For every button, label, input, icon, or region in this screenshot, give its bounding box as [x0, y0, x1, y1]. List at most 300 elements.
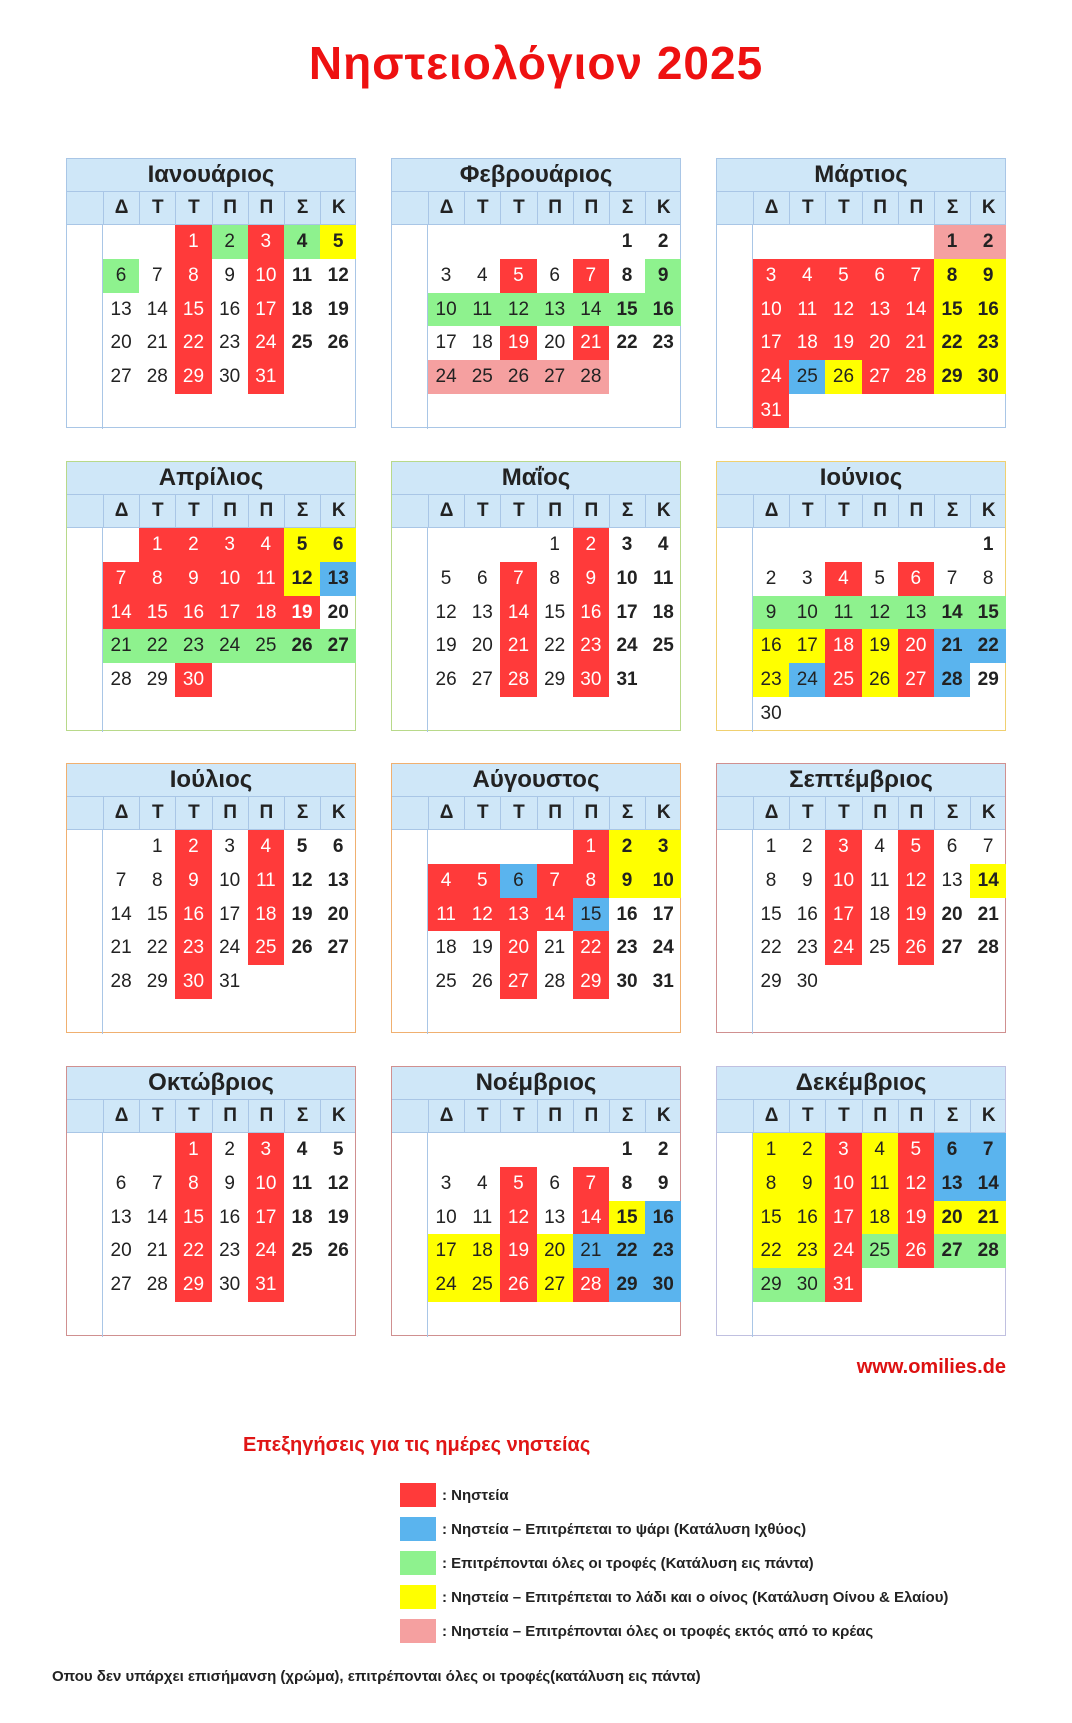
- day-cell: 22: [760, 937, 782, 959]
- day-cell: 11: [862, 1167, 898, 1201]
- day-cell: 25: [869, 937, 891, 959]
- day-grid: [67, 225, 355, 429]
- day-cell: 1: [573, 830, 609, 864]
- empty-cell: [789, 394, 825, 428]
- day-cell: 17: [616, 601, 638, 623]
- day-cell: 10: [825, 864, 861, 898]
- weekday-label: Δ: [428, 495, 464, 527]
- empty-cell: [898, 697, 934, 731]
- day-cell: 29: [934, 360, 970, 394]
- empty-cell: [825, 965, 861, 999]
- day-cell: 9: [175, 864, 211, 898]
- day-cell: 11: [653, 567, 674, 589]
- website-link[interactable]: www.omilies.de: [856, 1356, 1006, 1378]
- day-cell: 2: [801, 836, 813, 857]
- day-grid: [717, 1133, 1005, 1337]
- day-cell: 23: [645, 1234, 681, 1268]
- day-cell: 11: [291, 264, 313, 286]
- week-label-column: [717, 1100, 753, 1132]
- weekday-label: Σ: [934, 495, 970, 527]
- week-label-cell: [67, 864, 103, 898]
- day-cell: 24: [825, 931, 861, 965]
- empty-cell: [537, 830, 573, 864]
- empty-cell: [898, 1268, 934, 1302]
- day-cell: 6: [946, 836, 958, 857]
- empty-cell: [428, 528, 464, 562]
- month-calendar: [716, 1066, 1006, 1336]
- empty-cell: [825, 225, 861, 259]
- day-cell: 6: [549, 264, 560, 286]
- day-cell: 13: [941, 869, 963, 891]
- week-label-cell: [392, 528, 428, 562]
- day-cell: 29: [609, 1268, 645, 1302]
- day-cell: 21: [977, 903, 999, 925]
- day-cell: 3: [248, 225, 284, 259]
- day-cell: 13: [862, 293, 898, 327]
- day-cell: 3: [621, 534, 633, 555]
- day-cell: 24: [825, 1234, 861, 1268]
- week-label-cell: [717, 931, 753, 965]
- week-label-cell: [67, 629, 103, 663]
- day-cell: 10: [248, 259, 284, 293]
- weekday-label: Σ: [284, 495, 320, 527]
- day-cell: 7: [982, 836, 994, 857]
- empty-cell: [320, 1268, 356, 1302]
- day-cell: 29: [760, 971, 782, 993]
- legend-text: : Νηστεία – Επιτρέπεται το ψάρι (Κατάλυση Ιχθύος): [442, 1520, 807, 1538]
- weekday-header: [67, 192, 355, 225]
- weekday-label: Π: [898, 797, 934, 829]
- day-cell: 27: [862, 360, 898, 394]
- day-cell: 5: [464, 864, 500, 898]
- day-cell: 25: [464, 360, 500, 394]
- day-cell: 27: [898, 663, 934, 697]
- day-cell: 16: [573, 596, 609, 630]
- day-cell: 19: [435, 635, 457, 657]
- day-cell: 13: [110, 1206, 132, 1228]
- day-cell: 8: [151, 869, 163, 891]
- week-label-cell: [717, 528, 753, 562]
- week-label-column: [717, 192, 753, 224]
- day-cell: 28: [110, 971, 132, 993]
- week-label-cell: [717, 326, 753, 360]
- day-cell: 8: [982, 567, 994, 589]
- day-cell: 20: [110, 1240, 132, 1262]
- weekday-label: Δ: [428, 192, 464, 224]
- weekday-label: Δ: [103, 797, 139, 829]
- week-label-cell: [717, 596, 753, 630]
- day-cell: 30: [175, 663, 211, 697]
- month-name: Ιούλιος: [67, 764, 355, 797]
- legend-swatch: [400, 1585, 436, 1609]
- day-cell: 29: [753, 1268, 789, 1302]
- week-label-cell: [67, 663, 103, 697]
- day-cell: 9: [224, 1172, 235, 1194]
- weekday-label: Κ: [970, 797, 1006, 829]
- day-cell: 3: [801, 567, 813, 589]
- weekday-label: Π: [862, 797, 898, 829]
- day-cell: 12: [327, 1172, 349, 1194]
- day-grid: [392, 225, 680, 429]
- day-cell: 9: [175, 562, 211, 596]
- empty-cell: [825, 528, 861, 562]
- legend-text: : Νηστεία – Επιτρέπεται το λάδι και ο οίνος (Κατάλυση Οίνου & Ελαίου): [442, 1588, 949, 1606]
- empty-cell: [500, 830, 536, 864]
- day-cell: 7: [573, 1167, 609, 1201]
- day-cell: 4: [296, 1139, 308, 1160]
- week-label-cell: [67, 596, 103, 630]
- week-label-cell: [717, 259, 753, 293]
- day-cell: 17: [825, 1201, 861, 1235]
- day-cell: 17: [248, 1201, 284, 1235]
- day-cell: 12: [435, 601, 457, 623]
- weekday-label: Κ: [970, 495, 1006, 527]
- day-cell: 17: [219, 903, 241, 925]
- weekday-label: Π: [248, 192, 284, 224]
- day-cell: 3: [645, 830, 681, 864]
- day-cell: 24: [428, 360, 464, 394]
- week-label-cell: [392, 864, 428, 898]
- week-label-cell: [67, 1167, 103, 1201]
- day-cell: 9: [970, 259, 1006, 293]
- day-cell: 29: [146, 971, 168, 993]
- day-cell: 28: [934, 663, 970, 697]
- empty-cell: [464, 1133, 500, 1167]
- day-cell: 23: [573, 629, 609, 663]
- day-cell: 21: [110, 937, 132, 959]
- day-cell: 26: [327, 1240, 349, 1262]
- empty-cell: [645, 360, 681, 394]
- weekday-label: Κ: [970, 1100, 1006, 1132]
- day-cell: 14: [970, 1167, 1006, 1201]
- day-cell: 14: [146, 1206, 168, 1228]
- day-cell: 30: [970, 360, 1006, 394]
- weekday-label: Σ: [284, 1100, 320, 1132]
- weekday-label: Δ: [753, 1100, 789, 1132]
- empty-cell: [789, 528, 825, 562]
- day-cell: 8: [175, 259, 211, 293]
- day-cell: 15: [175, 1201, 211, 1235]
- day-cell: 17: [652, 903, 674, 925]
- week-label-cell: [392, 326, 428, 360]
- day-cell: 15: [609, 1201, 645, 1235]
- day-cell: 6: [332, 836, 344, 857]
- day-cell: 6: [934, 1133, 970, 1167]
- day-cell: 1: [765, 836, 777, 857]
- day-cell: 4: [657, 534, 669, 555]
- day-cell: 16: [219, 1206, 241, 1228]
- day-cell: 12: [862, 596, 898, 630]
- weekday-label: Π: [537, 192, 573, 224]
- week-label-column: [717, 797, 753, 829]
- day-cell: 29: [175, 360, 211, 394]
- week-label-cell: [392, 1268, 428, 1302]
- week-label-cell: [717, 1167, 753, 1201]
- day-cell: 9: [753, 596, 789, 630]
- day-cell: 10: [428, 293, 464, 327]
- empty-cell: [753, 528, 789, 562]
- day-cell: 30: [573, 663, 609, 697]
- day-cell: 30: [796, 971, 818, 993]
- empty-cell: [825, 394, 861, 428]
- weekday-label: Σ: [934, 192, 970, 224]
- day-grid: [392, 830, 680, 1034]
- day-cell: 20: [537, 1234, 573, 1268]
- day-cell: 15: [760, 903, 782, 925]
- day-cell: 30: [219, 366, 241, 388]
- day-cell: 13: [471, 601, 493, 623]
- day-cell: 21: [970, 1201, 1006, 1235]
- week-label-cell: [717, 629, 753, 663]
- empty-cell: [573, 1133, 609, 1167]
- day-cell: 11: [825, 596, 861, 630]
- weekday-label: Τ: [175, 192, 211, 224]
- weekday-label: Τ: [139, 495, 175, 527]
- day-cell: 5: [500, 259, 536, 293]
- day-cell: 30: [789, 1268, 825, 1302]
- day-cell: 31: [248, 1268, 284, 1302]
- month-calendar: [716, 763, 1006, 1033]
- weekday-label: Π: [862, 192, 898, 224]
- day-cell: 18: [652, 601, 674, 623]
- week-label-cell: [717, 225, 753, 259]
- month-calendar: [66, 1066, 356, 1336]
- legend-swatch: [400, 1551, 436, 1575]
- day-cell: 4: [476, 1172, 488, 1194]
- day-cell: 5: [296, 836, 308, 857]
- week-label-cell: [67, 562, 103, 596]
- weekday-label: Π: [248, 495, 284, 527]
- empty-cell: [428, 225, 464, 259]
- day-cell: 25: [464, 1268, 500, 1302]
- weekday-label: Τ: [464, 1100, 500, 1132]
- day-cell: 13: [110, 298, 132, 320]
- empty-cell: [139, 1133, 175, 1167]
- day-cell: 13: [327, 869, 349, 891]
- day-cell: 24: [212, 629, 248, 663]
- day-cell: 19: [327, 298, 349, 320]
- week-label-column: [67, 1100, 103, 1132]
- day-cell: 16: [219, 298, 241, 320]
- day-cell: 16: [175, 596, 211, 630]
- day-cell: 18: [291, 298, 313, 320]
- day-cell: 1: [175, 1133, 211, 1167]
- day-cell: 21: [544, 937, 566, 959]
- empty-cell: [428, 1133, 464, 1167]
- empty-cell: [284, 360, 320, 394]
- day-cell: 17: [435, 332, 457, 354]
- day-cell: 25: [248, 931, 284, 965]
- day-cell: 13: [898, 596, 934, 630]
- day-cell: 26: [500, 1268, 536, 1302]
- empty-cell: [573, 225, 609, 259]
- week-label-column: [67, 495, 103, 527]
- day-cell: 19: [898, 1201, 934, 1235]
- weekday-header: [717, 495, 1005, 528]
- day-cell: 13: [500, 898, 536, 932]
- day-cell: 7: [151, 264, 163, 286]
- day-cell: 9: [801, 869, 813, 891]
- month-name: Απρίλιος: [67, 462, 355, 495]
- day-cell: 14: [934, 596, 970, 630]
- week-label-column: [392, 797, 428, 829]
- day-cell: 6: [320, 528, 356, 562]
- weekday-label: Σ: [284, 192, 320, 224]
- day-cell: 10: [616, 567, 638, 589]
- day-cell: 5: [320, 225, 356, 259]
- week-label-cell: [392, 562, 428, 596]
- empty-cell: [609, 360, 645, 394]
- day-cell: 29: [544, 669, 566, 691]
- empty-cell: [970, 1268, 1006, 1302]
- day-cell: 2: [609, 830, 645, 864]
- day-cell: 10: [789, 596, 825, 630]
- day-cell: 2: [765, 567, 777, 589]
- weekday-label: Π: [898, 1100, 934, 1132]
- weekday-label: Δ: [753, 797, 789, 829]
- week-label-cell: [67, 1201, 103, 1235]
- empty-cell: [464, 225, 500, 259]
- day-cell: 14: [500, 596, 536, 630]
- day-cell: 12: [327, 264, 349, 286]
- day-cell: 9: [609, 864, 645, 898]
- day-cell: 21: [934, 629, 970, 663]
- day-cell: 2: [657, 1139, 669, 1160]
- day-cell: 6: [476, 567, 488, 589]
- weekday-label: Κ: [320, 1100, 356, 1132]
- month-calendar: [391, 158, 681, 428]
- week-label-cell: [67, 830, 103, 864]
- empty-cell: [862, 528, 898, 562]
- day-cell: 7: [946, 567, 958, 589]
- empty-cell: [500, 1133, 536, 1167]
- day-cell: 7: [898, 259, 934, 293]
- day-cell: 19: [500, 1234, 536, 1268]
- day-cell: 2: [175, 830, 211, 864]
- day-cell: 11: [248, 864, 284, 898]
- day-cell: 19: [825, 326, 861, 360]
- day-cell: 14: [898, 293, 934, 327]
- week-label-cell: [67, 898, 103, 932]
- day-cell: 16: [789, 1201, 825, 1235]
- weekday-header: [392, 192, 680, 225]
- weekday-label: Κ: [645, 797, 681, 829]
- empty-cell: [789, 225, 825, 259]
- week-label-column: [717, 495, 753, 527]
- day-cell: 18: [825, 629, 861, 663]
- day-cell: 24: [652, 937, 674, 959]
- day-cell: 21: [500, 629, 536, 663]
- week-label-cell: [67, 1234, 103, 1268]
- empty-cell: [934, 965, 970, 999]
- legend-item-blue: [400, 1517, 806, 1541]
- day-grid: [67, 528, 355, 732]
- day-cell: 22: [146, 937, 168, 959]
- weekday-label: Δ: [103, 192, 139, 224]
- day-cell: 1: [753, 1133, 789, 1167]
- day-cell: 12: [500, 1201, 536, 1235]
- day-cell: 22: [616, 332, 638, 354]
- empty-cell: [537, 1133, 573, 1167]
- day-cell: 6: [862, 259, 898, 293]
- empty-cell: [898, 528, 934, 562]
- week-label-cell: [717, 394, 753, 428]
- week-label-cell: [67, 931, 103, 965]
- day-cell: 16: [753, 629, 789, 663]
- empty-cell: [139, 225, 175, 259]
- month-name: Αύγουστος: [392, 764, 680, 797]
- weekday-label: Κ: [320, 495, 356, 527]
- day-cell: 24: [789, 663, 825, 697]
- day-cell: 31: [825, 1268, 861, 1302]
- day-cell: 2: [212, 225, 248, 259]
- week-label-column: [67, 797, 103, 829]
- empty-cell: [103, 225, 139, 259]
- day-cell: 22: [175, 1234, 211, 1268]
- weekday-header: [392, 797, 680, 830]
- week-label-column: [392, 495, 428, 527]
- day-cell: 20: [898, 629, 934, 663]
- day-cell: 28: [544, 971, 566, 993]
- day-cell: 30: [645, 1268, 681, 1302]
- legend-item-green: [400, 1551, 814, 1575]
- day-cell: 9: [573, 562, 609, 596]
- empty-cell: [753, 225, 789, 259]
- day-cell: 21: [146, 332, 168, 354]
- weekday-label: Π: [898, 192, 934, 224]
- day-cell: 3: [248, 1133, 284, 1167]
- weekday-label: Σ: [934, 797, 970, 829]
- day-grid: [717, 225, 1005, 429]
- day-cell: 28: [573, 360, 609, 394]
- day-cell: 11: [248, 562, 284, 596]
- day-cell: 3: [440, 1172, 452, 1194]
- legend-swatch: [400, 1483, 436, 1507]
- day-cell: 14: [110, 903, 132, 925]
- day-cell: 4: [874, 836, 885, 857]
- week-label-cell: [717, 1201, 753, 1235]
- day-cell: 22: [544, 635, 566, 657]
- day-cell: 22: [970, 629, 1006, 663]
- empty-cell: [898, 965, 934, 999]
- day-cell: 11: [472, 1206, 493, 1228]
- month-name: Οκτώβριος: [67, 1067, 355, 1100]
- day-cell: 10: [753, 293, 789, 327]
- empty-cell: [537, 225, 573, 259]
- week-label-cell: [67, 225, 103, 259]
- day-cell: 27: [320, 629, 356, 663]
- day-cell: 17: [212, 596, 248, 630]
- day-cell: 23: [789, 1234, 825, 1268]
- weekday-header: [67, 1100, 355, 1133]
- week-label-cell: [717, 360, 753, 394]
- empty-cell: [464, 528, 500, 562]
- week-label-cell: [717, 293, 753, 327]
- day-cell: 26: [291, 937, 313, 959]
- day-cell: 15: [573, 898, 609, 932]
- weekday-header: [392, 495, 680, 528]
- day-cell: 23: [652, 332, 674, 354]
- weekday-header: [717, 192, 1005, 225]
- week-label-cell: [392, 830, 428, 864]
- day-cell: 7: [151, 1172, 163, 1194]
- week-label-cell: [392, 1234, 428, 1268]
- day-cell: 22: [934, 326, 970, 360]
- day-cell: 5: [284, 528, 320, 562]
- day-cell: 27: [471, 669, 493, 691]
- day-cell: 13: [537, 293, 573, 327]
- month-name: Μαΐος: [392, 462, 680, 495]
